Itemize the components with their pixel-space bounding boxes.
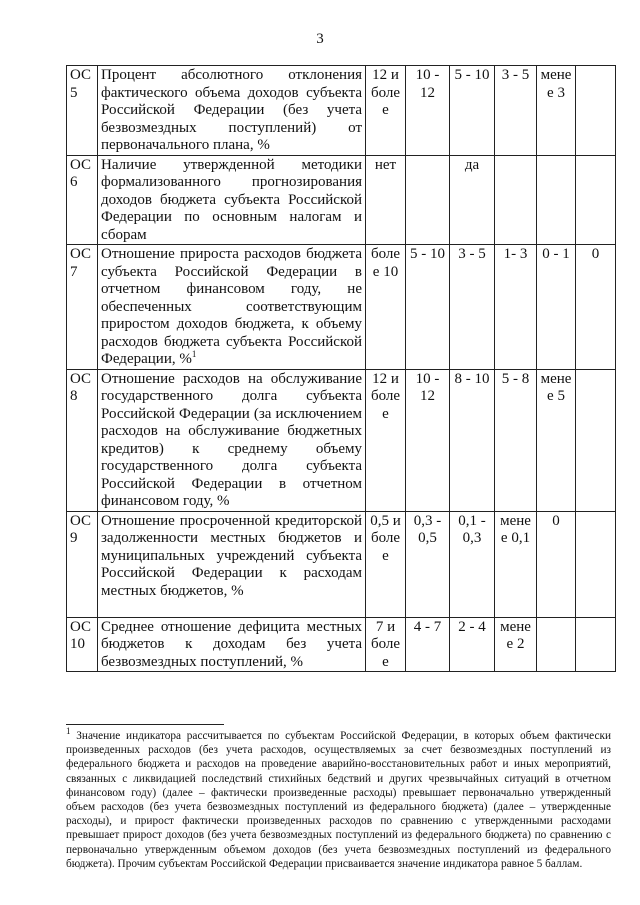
value-cell: мене е 0,1 [495, 511, 537, 617]
table-row [67, 511, 616, 617]
value-cell: боле е 10 [366, 245, 406, 370]
value-cell: 4 - 7 [406, 617, 450, 672]
value-cell: 5 - 10 [450, 66, 495, 156]
value-cell: мене е 2 [495, 617, 537, 672]
value-cell: мене е 3 [537, 66, 576, 156]
value-cell: 0 [537, 511, 576, 617]
indicator-description: Наличие утвержденной методики формализованного прогнозирования доходов бюджета субъекта Российской Федерации по основным налогам и сборам [98, 155, 366, 245]
indicator-description [98, 245, 366, 370]
indicator-description: Отношение просроченной кредиторской задолженности местных бюджетов и муниципальных учреждений субъекта Российской Федерации к расходам местных бюджетов, % [98, 511, 366, 617]
indicator-code: ОС 10 [67, 617, 98, 672]
value-cell: 0 - 1 [537, 245, 576, 370]
footnote-marker: 1 [66, 726, 71, 737]
value-cell: 12 и боле е [366, 369, 406, 511]
indicator-description-text: Отношение прироста расходов бюджета субъекта Российской Федерации в отчетном финансовом году, не обеспеченных соответствующим приростом доходов бюджета, к объему расходов бюджета субъекта Российской Федерации, % [101, 246, 362, 367]
value-cell: мене е 5 [537, 369, 576, 511]
value-cell: 10 - 12 [406, 66, 450, 156]
value-cell: 0,1 - 0,3 [450, 511, 495, 617]
value-cell [576, 369, 616, 511]
footnote-divider [66, 724, 224, 725]
indicator-code: ОС 8 [67, 369, 98, 511]
value-cell [576, 511, 616, 617]
indicator-code: ОС 9 [67, 511, 98, 617]
value-cell: 0,5 и боле е [366, 511, 406, 617]
value-cell: нет [366, 155, 406, 245]
value-cell [576, 617, 616, 672]
footnote [66, 726, 611, 871]
table-row [67, 155, 616, 245]
footnote-text: Значение индикатора рассчитывается по субъектам Российской Федерации, в которых объем фактически произведенных расходов (без учета расходов, осуществляемых за счет безвозмездных поступлений из федерального бюджета и расходов на проведение аварийно-восстановительных работ и иных мероприятий, связанных с ликвидацией последствий стихийных бедствий и других чрезвычайных ситуаций в отчетном финансовом году) (далее – фактически произведенные расходы) превышает первоначально утвержденный объем расходов (без учета безвозмездных поступлений из федерального бюджета) (далее – утвержденные расходы), и прирост фактически произведенных расходов по сравнению с утвержденными расходами превышает прирост доходов (без учета безвозмездных поступлений из федерального бюджета) по сравнению с первоначально утвержденным объемом доходов (без учета безвозмездных поступлений из федерального бюджета). Прочим субъектам Российской Федерации присваивается значение индикатора равное 5 баллам. [66, 730, 611, 870]
criteria-table [66, 65, 616, 672]
value-cell [406, 155, 450, 245]
table-row [67, 369, 616, 511]
value-cell: 1- 3 [495, 245, 537, 370]
value-cell: 0 [576, 245, 616, 370]
value-cell: 8 - 10 [450, 369, 495, 511]
value-cell [495, 155, 537, 245]
indicator-description: Процент абсолютного отклонения фактического объема доходов субъекта Российской Федерации (без учета безвозмездных поступлений) от первоначального плана, % [98, 66, 366, 156]
value-cell: 7 и боле е [366, 617, 406, 672]
value-cell [537, 617, 576, 672]
value-cell: 5 - 10 [406, 245, 450, 370]
footnote-reference: 1 [191, 349, 197, 359]
page-number: 3 [316, 31, 324, 47]
value-cell: да [450, 155, 495, 245]
indicator-code: ОС 6 [67, 155, 98, 245]
value-cell: 0,3 - 0,5 [406, 511, 450, 617]
indicator-code: ОС 7 [67, 245, 98, 370]
indicator-description: Среднее отношение дефицита местных бюджетов к доходам без учета безвозмездных поступлений, % [98, 617, 366, 672]
table-row [67, 617, 616, 672]
value-cell: 10 - 12 [406, 369, 450, 511]
value-cell: 2 - 4 [450, 617, 495, 672]
value-cell [576, 155, 616, 245]
value-cell [576, 66, 616, 156]
table-row [67, 245, 616, 370]
value-cell: 3 - 5 [495, 66, 537, 156]
value-cell: 12 и боле е [366, 66, 406, 156]
value-cell [537, 155, 576, 245]
indicator-description: Отношение расходов на обслуживание государственного долга субъекта Российской Федерации (за исключением расходов на обслуживание бюджетных кредитов) к среднему объему государственного долга субъекта Российской Федерации в отчетном финансовом году, % [98, 369, 366, 511]
value-cell: 5 - 8 [495, 369, 537, 511]
value-cell: 3 - 5 [450, 245, 495, 370]
table-row [67, 66, 616, 156]
indicator-code: ОС 5 [67, 66, 98, 156]
